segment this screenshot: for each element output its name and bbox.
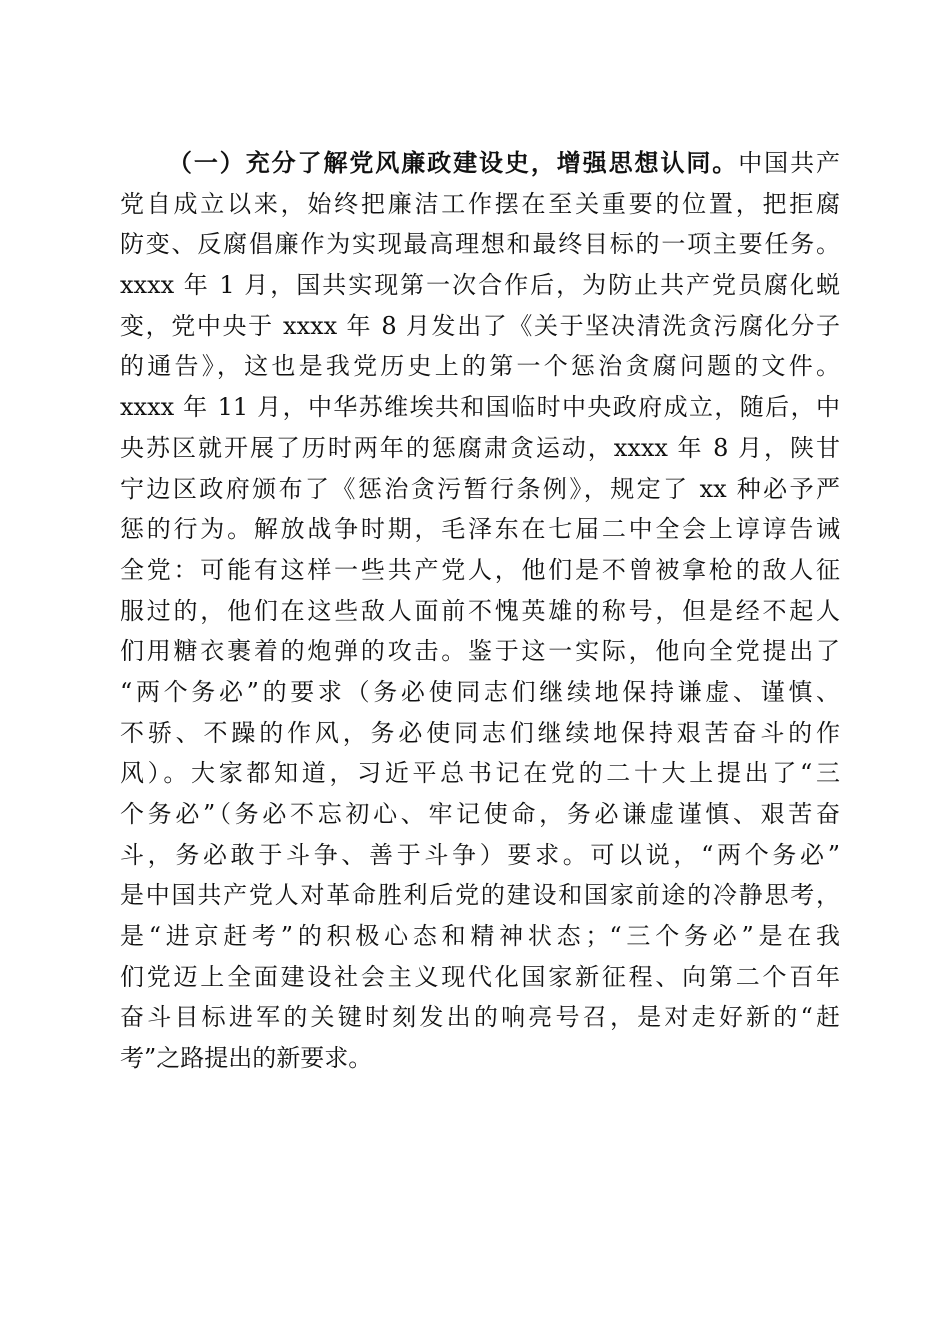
section-heading: （一）充分了解党风廉政建设史，增强思想认同。 — [166, 148, 739, 177]
paragraph-line: 惩的行为。解放战争时期，毛泽东在七届二中全会上谆谆告诫 — [120, 515, 840, 544]
paragraph-line: 党自成立以来，始终把廉洁工作摆在至关重要的位置，把拒腐 — [120, 189, 840, 218]
paragraph-line: 不骄、不躁的作风，务必使同志们继续地保持艰苦奋斗的作 — [120, 718, 840, 747]
paragraph-line: 的通告》，这也是我党历史上的第一个惩治贪腐问题的文件。 — [120, 352, 840, 381]
paragraph-line: 防变、反腐倡廉作为实现最高理想和最终目标的一项主要任务。 — [120, 230, 840, 259]
paragraph-line: 央苏区就开展了历时两年的惩腐肃贪运动，xxxx 年 8 月，陕甘 — [120, 433, 840, 462]
paragraph-line: xxxx 年 11 月，中华苏维埃共和国临时中央政府成立，随后，中 — [120, 393, 840, 422]
line-text: 中国共产 — [738, 149, 840, 177]
paragraph-line: 服过的，他们在这些敌人面前不愧英雄的称号，但是经不起人 — [120, 596, 840, 625]
paragraph — [120, 143, 840, 1079]
paragraph-line: 们党迈上全面建设社会主义现代化国家新征程、向第二个百年 — [120, 962, 840, 991]
paragraph-line: xxxx 年 1 月，国共实现第一次合作后，为防止共产党员腐化蜕 — [120, 271, 840, 300]
paragraph-line: 变，党中央于 xxxx 年 8 月发出了《关于坚决清洗贪污腐化分子 — [120, 311, 840, 340]
paragraph-line: 是“进京赶考”的积极心态和精神状态；“三个务必”是在我 — [120, 922, 840, 951]
paragraph-line: 斗，务必敢于斗争、善于斗争）要求。可以说，“两个务必” — [120, 840, 840, 869]
paragraph-line: 奋斗目标进军的关键时刻发出的响亮号召，是对走好新的“赶 — [120, 1003, 840, 1032]
paragraph-line: 们用糖衣裹着的炮弹的攻击。鉴于这一实际，他向全党提出了 — [120, 637, 840, 666]
paragraph-line: 宁边区政府颁布了《惩治贪污暂行条例》，规定了 xx 种必予严 — [120, 474, 840, 503]
paragraph-line: 个务必”（务必不忘初心、牢记使命，务必谦虚谨慎、艰苦奋 — [120, 800, 840, 828]
paragraph-line: 风）。大家都知道，习近平总书记在党的二十大上提出了“三 — [120, 759, 840, 788]
paragraph-line: “两个务必”的要求（务必使同志们继续地保持谦虚、谨慎、 — [120, 677, 840, 706]
paragraph-line: 是中国共产党人对革命胜利后党的建设和国家前途的冷静思考， — [120, 881, 840, 910]
paragraph-line-1 — [120, 143, 840, 184]
paragraph-line: 全党：可能有这样一些共产党人，他们是不曾被拿枪的敌人征 — [120, 555, 840, 584]
paragraph-line-last: 考”之路提出的新要求。 — [120, 1044, 373, 1073]
